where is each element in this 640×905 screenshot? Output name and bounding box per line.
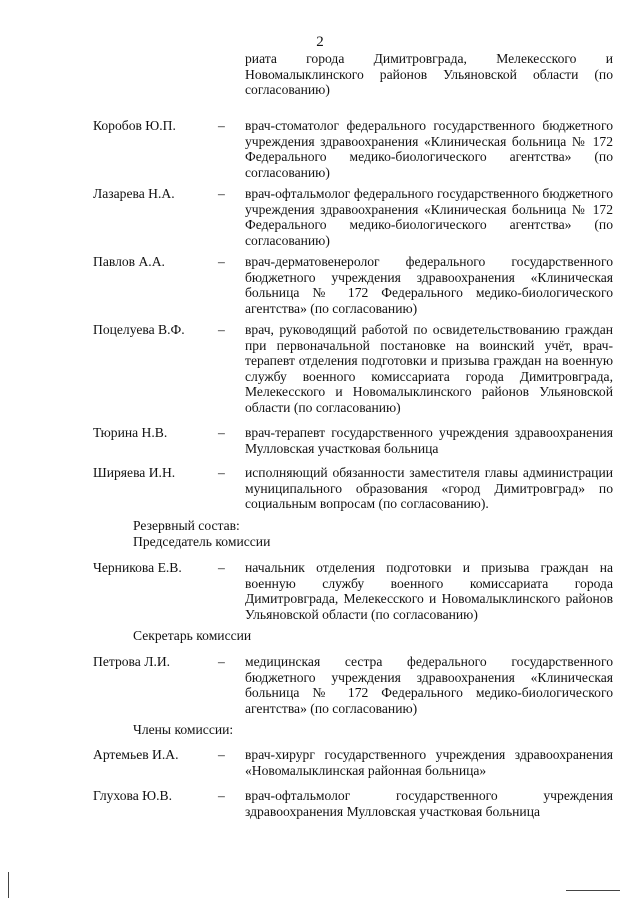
member-position: врач-стоматолог федерального государственного бюджетного учреждения здравоохранения «Клиническая больница № 172 Федерального медико-биологического агентства» (по согласованию): [245, 118, 613, 180]
dash: –: [218, 747, 225, 762]
member-position: врач-офтальмолог федерального государственного бюджетного учреждения здравоохранения «Клиническая больница № 172 Федерального медико-биологического агентства» (по согласованию): [245, 186, 613, 248]
member-position: врач-терапевт государственного учреждения здравоохранения Мулловская участковая больница: [245, 425, 613, 456]
member-name: Павлов А.А.: [93, 254, 165, 269]
member-name: Черникова Е.В.: [93, 560, 182, 575]
member-position: врач-офтальмолог государственного учреждения здравоохранения Мулловская участковая больница: [245, 788, 613, 819]
corner-line: [566, 890, 620, 891]
chair-heading: Председатель комиссии: [133, 534, 271, 549]
reserve-heading: Резервный состав:: [133, 518, 240, 533]
member-name: Петрова Л.И.: [93, 654, 171, 669]
member-position: врач, руководящий работой по освидетельствованию граждан при первоначальной постановке на воинский учёт, врач-терапевт отделения подготовки и призыва граждан на военную службу военного комиссариата города Димитровграда, Мелекесского и Новомалыклинского районов Ульяновской области (по согласованию): [245, 322, 613, 415]
member-name: Коробов Ю.П.: [93, 118, 176, 133]
members-heading: Члены комиссии:: [133, 722, 234, 737]
dash: –: [218, 465, 225, 480]
member-name: Лазарева Н.А.: [93, 186, 175, 201]
dash: –: [218, 654, 225, 669]
member-name: Артемьев И.А.: [93, 747, 179, 762]
member-position: начальник отделения подготовки и призыва граждан на военную службу военного комиссариата города Димитровграда, Мелекесского и Новомалыклинского районов Ульяновской области (по согласованию): [245, 560, 613, 622]
member-position: медицинская сестра федерального государственного бюджетного учреждения здравоохранения «Клиническая больница № 172 Федерального медико-биологического агентства» (по согласованию): [245, 654, 613, 716]
page-number: 2: [316, 34, 324, 50]
dash: –: [218, 425, 225, 440]
dash: –: [218, 322, 225, 337]
member-name: Тюрина Н.В.: [93, 425, 168, 440]
dash: –: [218, 118, 225, 133]
continuation-text: риата города Димитровграда, Мелекесского и Новомалыклинского районов Ульяновской области (по согласованию): [245, 51, 613, 97]
member-name: Поцелуева В.Ф.: [93, 322, 185, 337]
member-position: врач-хирург государственного учреждения здравоохранения «Новомалыклинская районная больница»: [245, 747, 613, 778]
dash: –: [218, 788, 225, 803]
dash: –: [218, 560, 225, 575]
dash: –: [218, 186, 225, 201]
member-name: Ширяева И.Н.: [93, 465, 176, 480]
margin-line: [8, 872, 9, 898]
dash: –: [218, 254, 225, 269]
member-position: исполняющий обязанности заместителя главы администрации муниципального образования «город Димитровград» по социальным вопросам (по согласованию).: [245, 465, 613, 511]
member-position: врач-дерматовенеролог федерального государственного бюджетного учреждения здравоохранения «Клиническая больница № 172 Федерального медико-биологического агентства» (по согласованию): [245, 254, 613, 316]
secretary-heading: Секретарь комиссии: [133, 628, 252, 643]
member-name: Глухова Ю.В.: [93, 788, 172, 803]
